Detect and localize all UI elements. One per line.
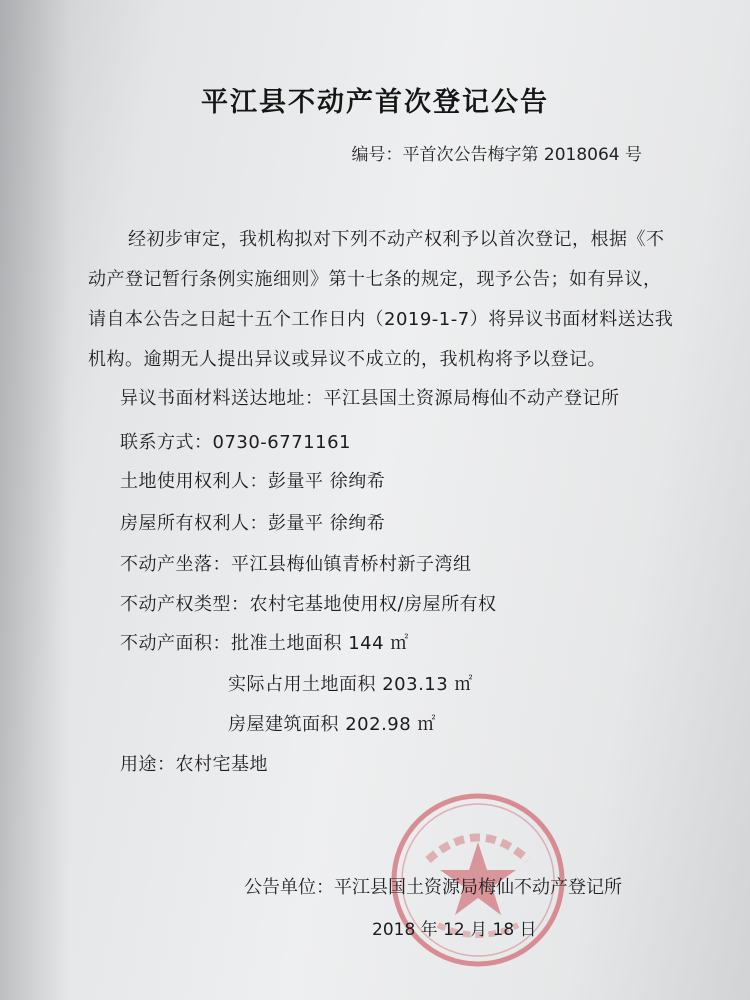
- area-building: 房屋建筑面积 202.98 ㎡: [228, 714, 436, 735]
- announcing-unit: 公告单位：平江县国土资源局梅仙不动产登记所: [244, 877, 622, 898]
- area-actual: 实际占用土地面积 203.13 ㎡: [228, 674, 473, 695]
- house-owner: 房屋所有权利人：彭量平 徐绚希: [120, 513, 386, 534]
- paragraph-line: 机构。逾期无人提出异议或异议不成立的，我机构将予以登记。: [88, 349, 606, 370]
- property-location: 不动产坐落：平江县梅仙镇青桥村新子湾组: [120, 554, 472, 575]
- objection-address: 异议书面材料送达地址：平江县国土资源局梅仙不动产登记所: [120, 388, 620, 409]
- paragraph-line: 请自本公告之日起十五个工作日内（2019-1-7）将异议书面材料送达我: [88, 309, 674, 330]
- announcement-date: 2018 年 12 月 18 日: [372, 920, 537, 940]
- page-shadow: [0, 0, 70, 1000]
- land-user: 土地使用权利人：彭量平 徐绚希: [120, 471, 386, 492]
- usage: 用途：农村宅基地: [120, 754, 268, 775]
- right-type: 不动产权类型：农村宅基地使用权/房屋所有权: [120, 594, 497, 615]
- announcement-paragraph: [88, 220, 674, 380]
- area-approved: 不动产面积：批准土地面积 144 ㎡: [120, 633, 409, 654]
- contact-info: 联系方式：0730-6771161: [120, 432, 351, 453]
- page-title: 平江县不动产首次登记公告: [201, 87, 549, 118]
- paragraph-line: 经初步审定，我机构拟对下列不动产权利予以首次登记，根据《不: [128, 229, 665, 250]
- paragraph-line: 动产登记暂行条例实施细则》第十七条的规定，现予公告；如有异议，: [88, 269, 662, 290]
- document-number: 编号：平首次公告梅字第 2018064 号: [351, 145, 642, 165]
